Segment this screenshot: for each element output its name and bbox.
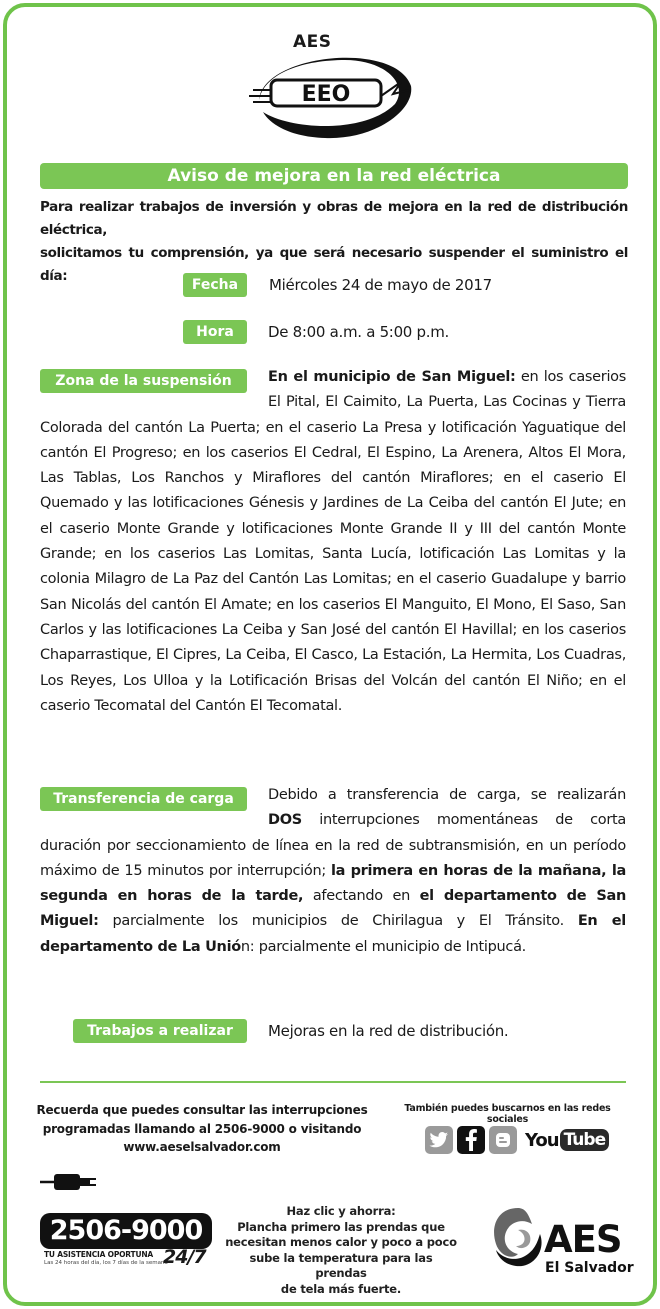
- youtube-you: You: [525, 1129, 559, 1151]
- transferencia-text-2: interrupciones momentáneas de corta duración por seccionamiento de línea en la red de subtransmisión, en un período máximo de 15 minutos por interrupción;: [40, 812, 626, 879]
- zona-lead: En el municipio de San Miguel:: [268, 369, 516, 385]
- aes-swirl-icon: [488, 1204, 548, 1274]
- hora-value: De 8:00 a.m. a 5:00 p.m.: [268, 323, 449, 341]
- tip-line-3: necesitan menos calor y poco a poco: [225, 1235, 457, 1249]
- tip-line-2: Plancha primero las prendas que: [237, 1219, 445, 1234]
- divider: [40, 1081, 626, 1083]
- trabajos-value: Mejoras en la red de distribución.: [268, 1022, 509, 1040]
- zona-label: Zona de la suspensión: [40, 369, 247, 393]
- phone-tagline: TU ASISTENCIA OPORTUNA: [44, 1250, 154, 1259]
- zona-paragraph: [40, 365, 626, 719]
- transferencia-label: Transferencia de carga: [40, 787, 247, 811]
- trabajos-label: Trabajos a realizar: [73, 1019, 247, 1043]
- phone-247: 24/7: [163, 1246, 206, 1268]
- consult-line-1: Recuerda que puedes consultar las interrupciones: [36, 1103, 368, 1117]
- transferencia-paragraph: [40, 783, 626, 960]
- eeo-logo-icon: [245, 42, 415, 142]
- tip-line-1: Haz clic y ahorra:: [286, 1204, 396, 1218]
- transferencia-text-4: parcialmente los municipios de Chirilagua y El Tránsito.: [98, 913, 578, 930]
- logo-aes-text: AES: [293, 32, 332, 52]
- transferencia-bold-1: DOS: [268, 812, 302, 829]
- transferencia-bold-4: En el departamento de La Unió: [40, 913, 626, 955]
- aes-country: El Salvador: [545, 1260, 634, 1276]
- intro-line-1: Para realizar trabajos de inversión y obras de mejora en la red de distribución eléctrica,: [40, 199, 628, 238]
- eeo-logo: [245, 32, 415, 142]
- transferencia-text-1: Debido a transferencia de carga, se realizarán: [268, 787, 626, 803]
- transferencia-bold-2: la primera en horas de la mañana, la segunda en horas de la tarde,: [40, 862, 626, 905]
- facebook-icon[interactable]: [457, 1126, 485, 1154]
- consult-text: [36, 1101, 368, 1157]
- energy-tip: [222, 1204, 460, 1297]
- phone-hours: Las 24 horas del día, los 7 días de la semana: [44, 1260, 168, 1266]
- plug-icon: [40, 1170, 98, 1194]
- tip-line-4: sube la temperatura para las prendas: [249, 1250, 433, 1280]
- youtube-tube: Tube: [560, 1129, 610, 1151]
- aes-logo-text: AES: [544, 1218, 622, 1261]
- transferencia-bold-3: el departamento de San Miguel:: [40, 888, 626, 930]
- intro-line-2: solicitamos tu comprensión, ya que será necesario suspender el suministro el día:: [40, 245, 628, 284]
- twitter-icon[interactable]: [425, 1126, 453, 1154]
- website-link[interactable]: www.aeselsalvador.com: [123, 1140, 281, 1154]
- blogger-icon[interactable]: [489, 1126, 517, 1154]
- consult-line-2: programadas llamando al 2506-9000 o visitando: [42, 1121, 362, 1136]
- fecha-value: Miércoles 24 de mayo de 2017: [269, 276, 492, 294]
- social-label: También puedes buscarnos en las redes sociales: [404, 1103, 611, 1125]
- zona-text: en los caserios El Pital, El Caimito, La Puerta, Las Cocinas y Tierra Colorada del cantón La Puerta; en el caserio La Presa y lotificación Yaguatique del cantón El Progreso; en los caserios El Cedral, El Espino, La Arenera, Altos El Mora, Las Tablas, Los Ranchos y Miraflores del cantón Miraflores; en el caserio El Quemado y las lotificaciones Génesis y Jardines de La Ceiba del cantón El Jute; en el caserio Monte Grande y lotificaciones Monte Grande II y III del cantón Monte Grande; en los caserios Las Lomitas, Santa Lucía, lotificación Las Lomitas y la colonia Milagro de La Paz del Cantón Las Lomitas; en el caserio Guadalupe y barrio San Nicolás del cantón El Amate; en los caserios El Manguito, El Mono, El Saso, San Carlos y las lotificaciones La Ceiba y San José del cantón El Havillal; en los caserios Chaparrastique, El Cipres, La Ceiba, El Casco, La Estación, La Hermita, Los Cuadras, Los Reyes, Los Ulloa y la Lotificación Brisas del Volcán del cantón El Niño; en el caserio Tecomatal del Cantón El Tecomatal.: [40, 369, 627, 714]
- transferencia-text-3: afectando en: [303, 888, 420, 905]
- transferencia-text-5: n: parcialmente el municipio de Intipucá.: [240, 938, 526, 955]
- logo-company-text: EEO: [301, 82, 351, 107]
- tip-line-5: de tela más fuerte.: [280, 1281, 402, 1296]
- hora-label: Hora: [183, 320, 247, 344]
- fecha-label: Fecha: [183, 273, 247, 297]
- phone-number[interactable]: 2506-9000: [40, 1213, 212, 1249]
- social-icons: [425, 1125, 609, 1155]
- notice-title: Aviso de mejora en la red eléctrica: [40, 163, 628, 189]
- youtube-icon[interactable]: [525, 1129, 609, 1151]
